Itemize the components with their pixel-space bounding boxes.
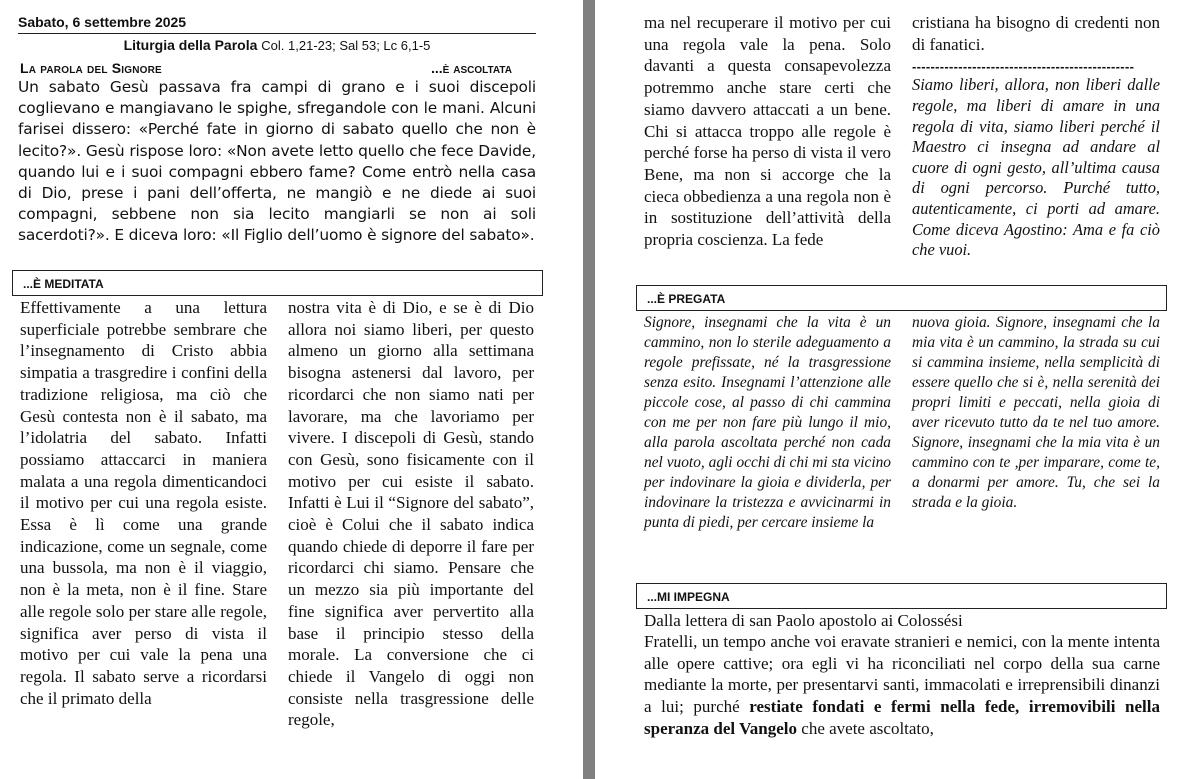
meditata-col1-text: Effettivamente a una lettura superficiale potrebbe sembrare che l’insegnamento di Cristo abbia simpatia a trasgredire i confini della tradizione religiosa, ma ciò che Gesù contesta non è il sabato, ma l’idolatria del sabato. Infatti possiamo attaccarci in maniera malata a una regola dimenticandoci il motivo per cui una regola esiste. Essa è lì come una grande indicazione, come un segnale, come una bussola, ma non è il viaggio, non è la meta, non è il fine. Stare alle regole solo per stare alle regole, significa aver perso di vista il motivo per cui vale la pena una regola. Il sabato serve a ricordarsi che il primato della	[20, 298, 267, 708]
impegna-text-after: che avete ascoltato,	[797, 718, 934, 738]
impegna-text-before: Fratelli, un tempo anche voi eravate stranieri e nemici, con la mente intenta alle opere cattive; ora egli vi ha riconciliati nel corpo della sua carne mediante la morte, per presentarvi santi, immacolati e irreprensibili dinanzi a lui; purché	[644, 632, 1160, 717]
impegna-heading	[644, 610, 1160, 631]
meditata-box	[12, 270, 543, 296]
impegna-heading-text: Dalla lettera di san Paolo apostolo ai Colossési	[644, 611, 963, 630]
meditata-column-3	[644, 12, 891, 251]
gospel-text: Un sabato Gesù passava fra campi di grano e i suoi discepoli coglievano e mangiavano le spighe, sfregandole con le mani. Alcuni farisei dissero: «Perché fate in giorno di sabato quello che non è lecito?». Gesù rispose loro: «Non avete letto quello che fece Davide, quando lui e i suoi compagni ebbero fame? Come entrò nella casa di Dio, prese i pani dell’offerta, ne mangiò e ne diede ai suoi compagni, sebbene non sia lecito mangiarli se non ai soli sacerdoti?». E diceva loro: «Il Figlio dell’uomo è signore del sabato».	[18, 78, 536, 245]
impegna-label: ...MI IMPEGNA	[647, 590, 730, 604]
pregata-col2-text: nuova gioia. Signore, insegnami che la mia vita è un cammino, la strada su cui si cammina insieme, nella semplicità di essere quello che si è, nella serenità dei propri limiti e peccati, nella gioia di aver ricevuto tutto da te nel tuo amore. Signore, insegnami che la mia vita è un cammino con te ,per imparare, come te, a donarmi per amore. Tu, che sei la strada e la gioia.	[912, 314, 1160, 511]
word-of-lord-text: La parola del Signore	[20, 60, 162, 76]
meditata-column-4	[912, 12, 1160, 261]
listened-text: ...è ascoltata	[431, 60, 512, 76]
pregata-column-1	[644, 313, 891, 533]
impegna-box	[636, 583, 1167, 609]
impegna-text	[644, 631, 1160, 740]
pregata-box	[636, 285, 1167, 311]
liturgy-refs: Col. 1,21-23; Sal 53; Lc 6,1-5	[261, 38, 431, 53]
pregata-label: ...È PREGATA	[647, 292, 726, 306]
liturgy-title: Liturgia della Parola	[123, 37, 258, 53]
meditata-col3-text: ma nel recuperare il motivo per cui una regola vale la pena. Solo davanti a questa consapevolezza potremmo anche stare certi che siamo davvero attaccati a un bene. Chi si attacca troppo alle regole è perché forse ha perso di vista il vero Bene, ma non si accorge che la cieca obbedienza a una regola non è in sostituzione dell’attività della propria coscienza. La fede	[644, 13, 891, 250]
separator-line: ------------------------------------------------	[912, 59, 1135, 75]
header-rule	[18, 33, 536, 34]
meditata-col2-text: nostra vita è di Dio, e se è di Dio allora noi siamo liberi, per questo almeno un giorno alla settimana bisogna astenersi dal lavoro, per ricordarci che non siamo nati per lavorare, ma che lavoriamo per vivere. I discepoli di Gesù, stando con Gesù, sono fisicamente con il motivo per cui esiste il sabato. Infatti è Lui il “Signore del sabato”, cioè è Colui che il sabato indica quando chiede di deporre il fare per ricordarci chi siamo. Pensare che un mezzo sia più importante del fine significa aver pervertito alla base il principio stesso della morale. La conversione che ci chiede il Vangelo di oggi non consiste nella trasgressione delle regole,	[288, 298, 534, 730]
listened-label	[431, 60, 512, 76]
pregata-column-2	[912, 313, 1160, 513]
liturgy-line	[18, 37, 536, 53]
page-divider	[583, 0, 595, 779]
meditata-label: ...È MEDITATA	[23, 277, 104, 291]
word-of-lord-label	[20, 60, 162, 76]
date-header: Sabato, 6 settembre 2025	[18, 14, 187, 30]
pregata-col1-text: Signore, insegnami che la vita è un cammino, non lo sterile adeguamento a regole prefissate, né la trasgressione senza esito. Insegnami l’attenzione alle piccole cose, al passo di chi cammina con me per non fare più lungo il mio, alla parola ascoltata perché non cada nel vuoto, agli occhi di chi mi sta vicino per indovinare la gioia e dividerla, per indovinare la tristezza e avvicinarmi in punta di piedi, per cercare insieme la	[644, 314, 891, 531]
impegna-text-bold: restiate fondati e fermi nella fede, irremovibili nella speranza del Vangelo	[644, 697, 1160, 738]
meditata-col4-top: cristiana ha bisogno di credenti non di fanatici.	[912, 13, 1160, 54]
meditata-col4-italic: Siamo liberi, allora, non liberi dalle regole, ma liberi di amare in una regola di vita, siamo liberi perché il Maestro ci insegna ad andare al cuore di ogni gesto, all’ultima causa di ogni percorso. Purché tutto, autenticamente, ci porti ad amare. Come diceva Agostino: Ama e fa ciò che vuoi.	[912, 75, 1160, 260]
meditata-column-1	[20, 297, 267, 709]
meditata-column-2	[288, 297, 534, 731]
